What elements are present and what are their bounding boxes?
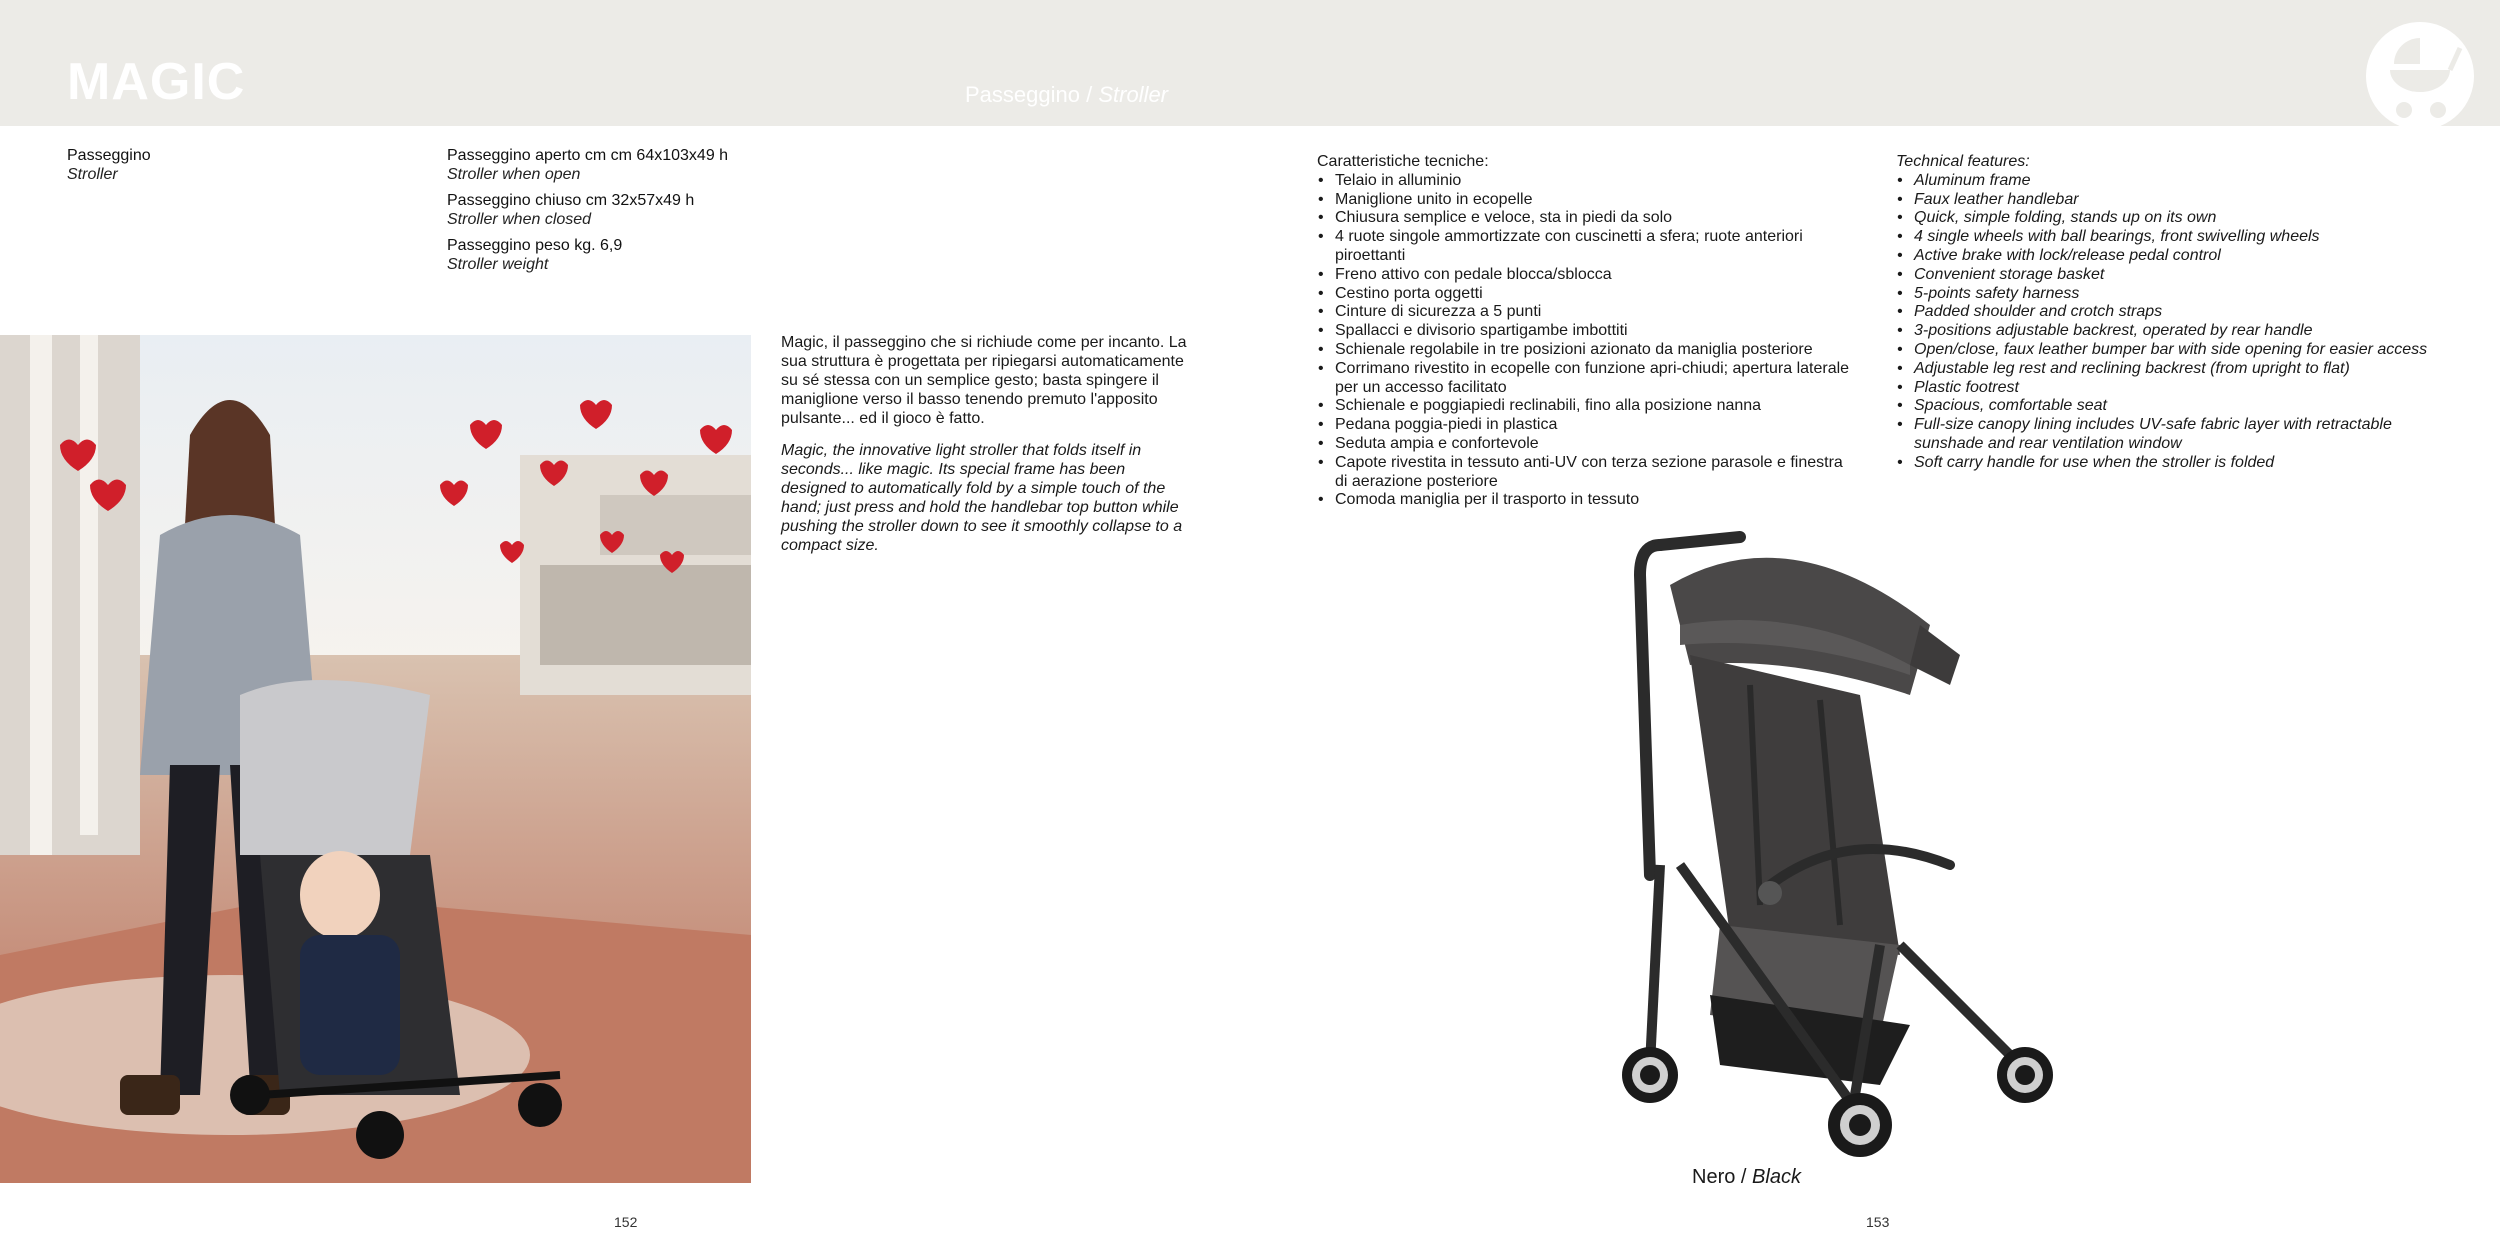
spec-it: Passeggino chiuso cm 32x57x49 h	[447, 192, 695, 209]
spec-it: Passeggino aperto cm cm 64x103x49 h	[447, 147, 729, 164]
brand-title: MAGIC	[67, 53, 246, 111]
stroller-product-image	[1620, 525, 2100, 1165]
description-en: Magic, the innovative light stroller that folds itself in seconds... like magic. Its special frame has been designed to automatically fold by a simple touch of the hand; just press and hold the handlebar top button while pushing the stroller down to see it smoothly collapse to a compact size.	[781, 442, 1183, 554]
list-item: • Chiusura semplice e veloce, sta in piedi da solo	[1317, 209, 1857, 228]
product-image	[1620, 525, 2100, 1165]
color-caption	[1692, 1166, 1801, 1189]
list-item: • Quick, simple folding, stands up on its own	[1896, 209, 2456, 228]
features-it-title: Caratteristiche tecniche:	[1317, 153, 1489, 170]
product-type-en: Stroller	[67, 166, 118, 183]
spec-it: Passeggino peso kg. 6,9	[447, 237, 623, 254]
list-item: • Cinture di sicurezza a 5 punti	[1317, 303, 1857, 322]
spec-item	[447, 191, 728, 229]
list-item: • Convenient storage basket	[1896, 266, 2456, 285]
lifestyle-photo	[0, 335, 751, 1183]
spec-en: Stroller when closed	[447, 211, 592, 228]
color-en: Black	[1752, 1166, 1801, 1188]
page-number-right: 153	[1866, 1214, 1890, 1230]
list-item: • 4 single wheels with ball bearings, front swivelling wheels	[1896, 228, 2456, 247]
list-item: • Comoda maniglia per il trasporto in tessuto	[1317, 491, 1857, 510]
list-item: • Padded shoulder and crotch straps	[1896, 303, 2456, 322]
category-en: Stroller	[1098, 82, 1169, 107]
spec-list	[447, 146, 728, 281]
features-en	[1896, 153, 2456, 473]
spec-en: Stroller when open	[447, 166, 581, 183]
list-item: • Capote rivestita in tessuto anti-UV con terza sezione parasole e finestra di aerazione posteriore	[1317, 454, 1857, 492]
list-item: • Full-size canopy lining includes UV-safe fabric layer with retractable sunshade and rear ventilation window	[1896, 416, 2456, 454]
list-item: • Schienale e poggiapiedi reclinabili, fino alla posizione nanna	[1317, 397, 1857, 416]
list-item: • Seduta ampia e confortevole	[1317, 435, 1857, 454]
stroller-icon	[2360, 18, 2480, 130]
page-number-left: 152	[614, 1214, 638, 1230]
description-it: Magic, il passeggino che si richiude come per incanto. La sua struttura è progettata per ripiegarsi automaticamente su sé stessa con un semplice gesto; basta spingere il maniglione verso il basso tenendo premuto l'apposito pulsante... ed il gioco è fatto.	[781, 334, 1187, 427]
product-description	[781, 333, 1191, 568]
color-it: Nero /	[1692, 1166, 1747, 1188]
features-en-list	[1896, 172, 2456, 473]
spec-item	[447, 146, 728, 184]
list-item: • Pedana poggia-piedi in plastica	[1317, 416, 1857, 435]
list-item: • Faux leather handlebar	[1896, 191, 2456, 210]
list-item: • Aluminum frame	[1896, 172, 2456, 191]
list-item: • Maniglione unito in ecopelle	[1317, 191, 1857, 210]
spec-en: Stroller weight	[447, 256, 549, 273]
features-it-list	[1317, 172, 1857, 510]
list-item: • Freno attivo con pedale blocca/sblocca	[1317, 266, 1857, 285]
list-item: • 3-positions adjustable backrest, operated by rear handle	[1896, 322, 2456, 341]
list-item: • Spallacci e divisorio spartigambe imbottiti	[1317, 322, 1857, 341]
category-label	[965, 82, 1168, 108]
list-item: • Telaio in alluminio	[1317, 172, 1857, 191]
list-item: • Soft carry handle for use when the stroller is folded	[1896, 454, 2456, 473]
list-item: • Cestino porta oggetti	[1317, 285, 1857, 304]
page-header	[0, 0, 2500, 126]
list-item: • Spacious, comfortable seat	[1896, 397, 2456, 416]
list-item: • 4 ruote singole ammortizzate con cuscinetti a sfera; ruote anteriori piroettanti	[1317, 228, 1857, 266]
spec-item	[447, 236, 728, 274]
list-item: • Schienale regolabile in tre posizioni azionato da maniglia posteriore	[1317, 341, 1857, 360]
list-item: • Adjustable leg rest and reclining backrest (from upright to flat)	[1896, 360, 2456, 379]
mall-scene-image	[0, 335, 751, 1183]
features-en-title: Technical features:	[1896, 153, 2030, 170]
product-type	[67, 146, 151, 184]
list-item: • Active brake with lock/release pedal control	[1896, 247, 2456, 266]
list-item: • Plastic footrest	[1896, 379, 2456, 398]
list-item: • Open/close, faux leather bumper bar with side opening for easier access	[1896, 341, 2456, 360]
list-item: • 5-points safety harness	[1896, 285, 2456, 304]
category-it: Passeggino /	[965, 82, 1093, 107]
features-it	[1317, 153, 1857, 510]
list-item: • Corrimano rivestito in ecopelle con funzione apri-chiudi; apertura laterale per un accesso facilitato	[1317, 360, 1857, 398]
product-type-it: Passeggino	[67, 147, 151, 164]
